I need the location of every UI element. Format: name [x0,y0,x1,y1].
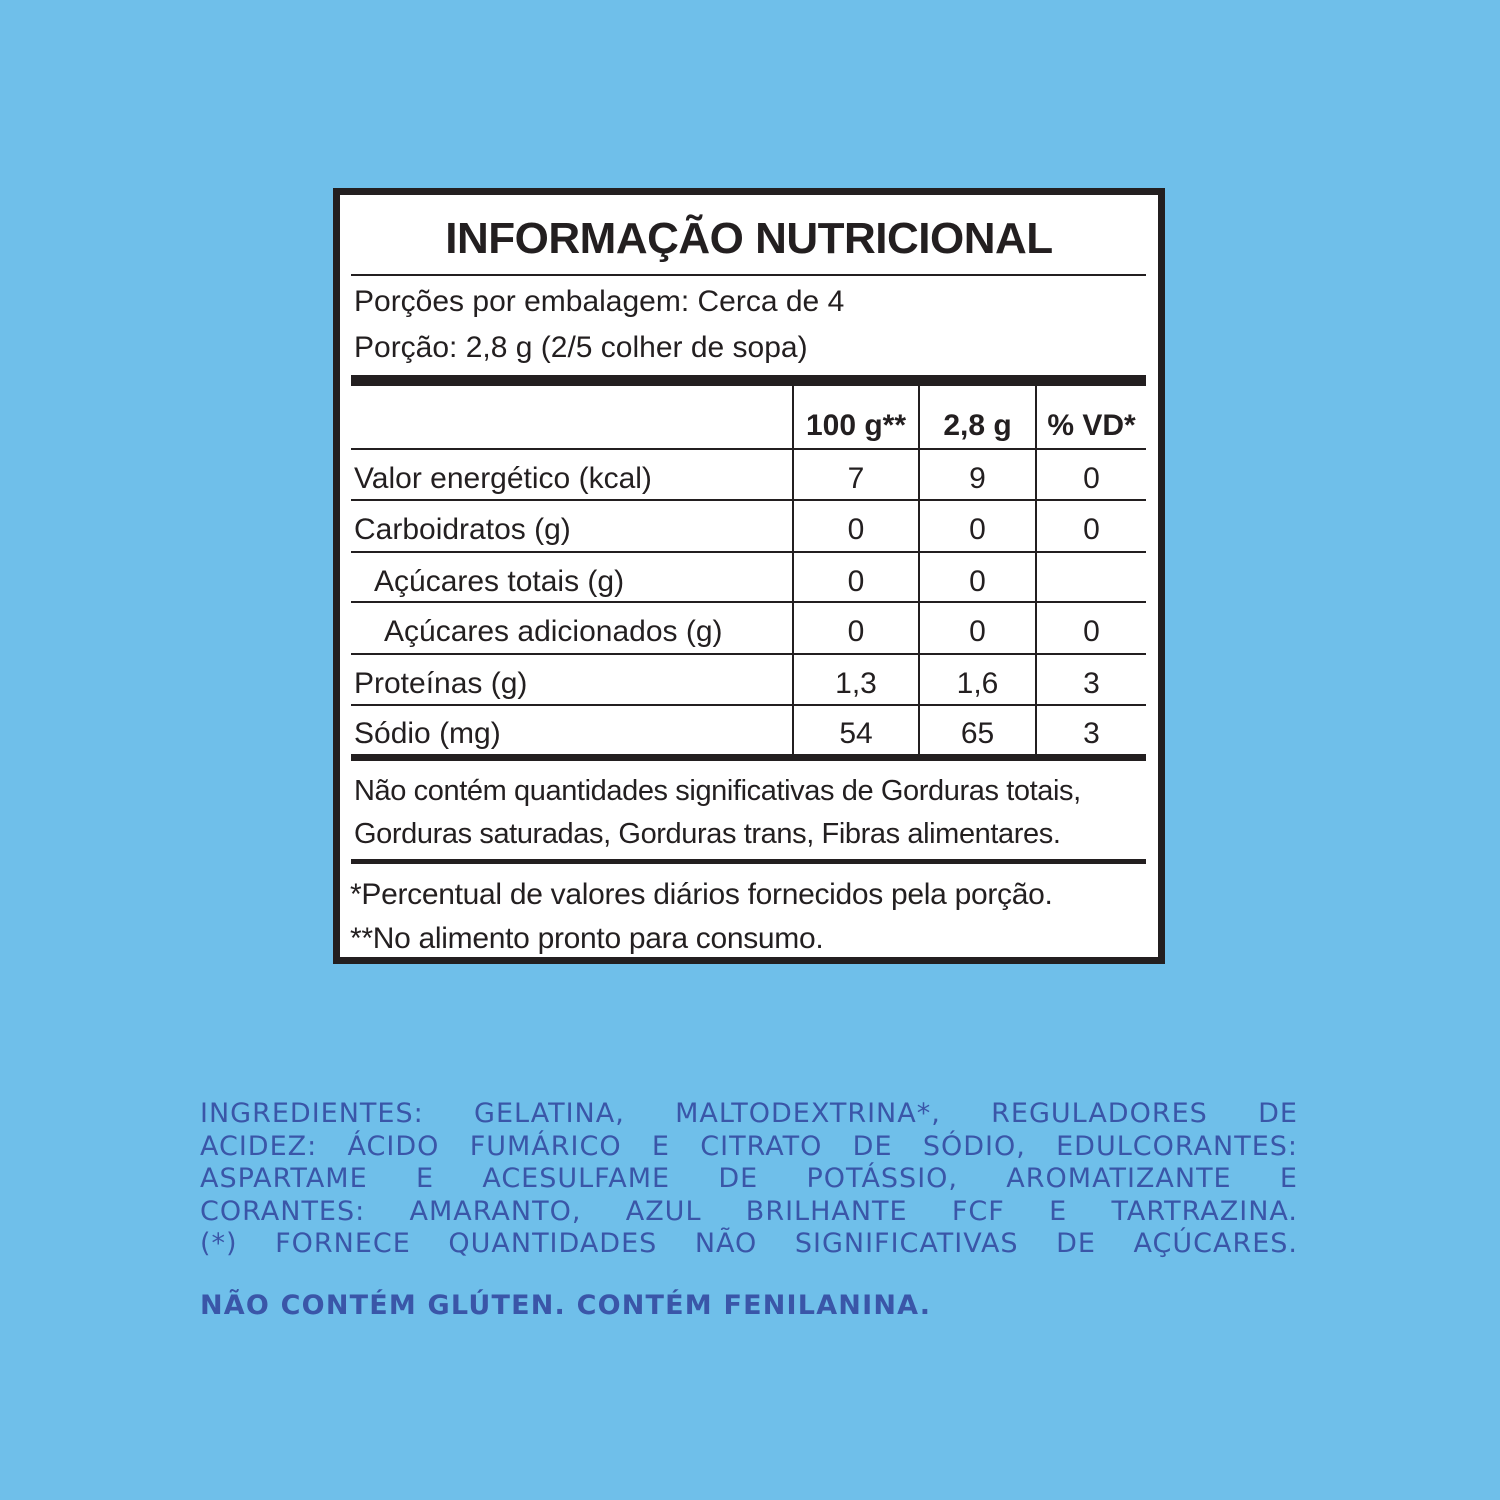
table-cell-portion: 0 [969,513,986,546]
not-significant-note: Não contém quantidades significativas de Gorduras totais, [354,775,1081,807]
column-header-portion: 2,8 g [943,409,1012,442]
column-header-vd: % VD* [1047,409,1136,442]
footnote-ready-to-eat: **No alimento pronto para consumo. [350,922,824,955]
table-cell-100g: 0 [847,615,865,648]
row-divider [351,448,1146,450]
table-cell-vd: 0 [1083,513,1100,546]
row-divider [351,499,1146,501]
ingredients-line: CORANTES: AMARANTO, AZUL BRILHANTE FCF E TARTRAZINA. [200,1195,1298,1227]
table-cell-100g: 7 [847,462,865,495]
table-row-label: Proteínas (g) [354,667,528,700]
ingredients-line: ASPARTAME E ACESULFAME DE POTÁSSIO, AROMATIZANTE E [200,1163,1298,1194]
table-row-label: Açúcares totais (g) [374,565,625,598]
table-cell-portion: 0 [969,615,986,648]
servings-per-package: Porções por embalagem: Cerca de 4 [354,285,845,318]
table-cell-vd: 0 [1083,462,1100,495]
table-cell-100g: 0 [847,565,865,598]
title-divider [351,274,1146,276]
ingredients-line: (*) FORNECE QUANTIDADES NÃO SIGNIFICATIVAS DE AÇÚCARES. [200,1228,1298,1259]
thick-divider-top [351,375,1146,386]
label-title: INFORMAÇÃO NUTRICIONAL [445,214,1053,263]
table-cell-100g: 54 [839,717,873,750]
table-row-label: Valor energético (kcal) [354,462,652,495]
table-cell-vd: 3 [1083,667,1100,700]
table-cell-100g: 1,3 [835,667,877,700]
table-cell-portion: 1,6 [956,667,999,700]
thick-divider-middle [351,754,1146,761]
thick-divider-bottom [351,859,1146,864]
ingredients-list [200,1098,1298,1261]
row-divider [351,601,1146,603]
footnote-daily-value: *Percentual de valores diários fornecidos pela porção. [350,878,1053,911]
table-row-label: Sódio (mg) [354,717,501,750]
table-cell-portion: 65 [960,717,995,750]
table-cell-portion: 0 [969,565,986,598]
serving-size: Porção: 2,8 g (2/5 colher de sopa) [354,331,808,364]
ingredients-line: ACIDEZ: ÁCIDO FUMÁRICO E CITRATO DE SÓDIO, EDULCORANTES: [200,1130,1298,1162]
table-row-label: Carboidratos (g) [354,513,571,546]
not-significant-note: Gorduras saturadas, Gorduras trans, Fibras alimentares. [354,818,1061,850]
ingredients-line: INGREDIENTES: GELATINA, MALTODEXTRINA*, REGULADORES DE [200,1098,1298,1129]
table-cell-vd: 0 [1083,615,1100,648]
allergen-warning: NÃO CONTÉM GLÚTEN. CONTÉM FENILANINA. [200,1290,932,1321]
column-header-100g: 100 g** [805,409,907,442]
table-cell-portion: 9 [969,462,986,495]
nutrition-facts-label [333,188,1165,964]
row-divider [351,653,1146,655]
row-divider [351,704,1146,706]
table-cell-100g: 0 [847,513,865,546]
table-cell-vd: 3 [1083,717,1100,750]
row-divider [351,551,1146,553]
table-row-label: Açúcares adicionados (g) [384,615,723,648]
